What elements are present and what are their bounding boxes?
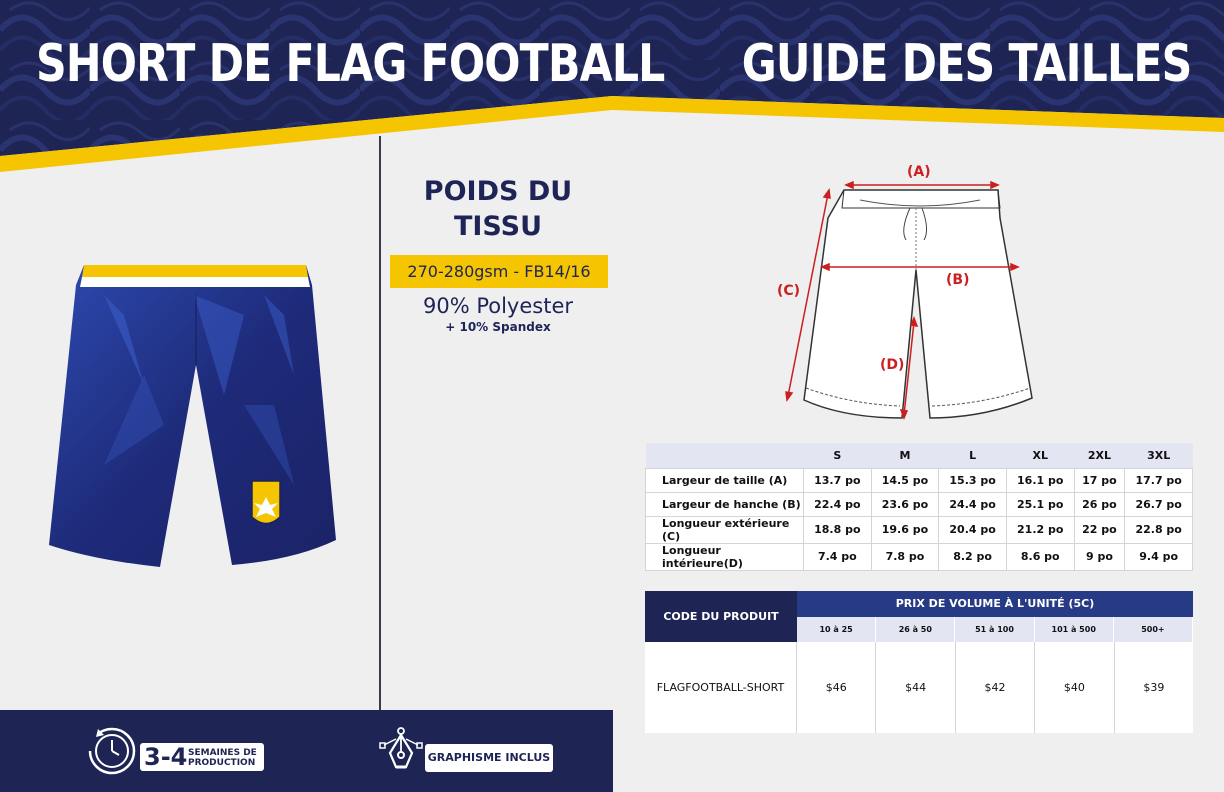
tier-header: 51 à 100 xyxy=(955,617,1034,642)
shorts-outline-drawing xyxy=(770,160,1060,425)
table-cell: 14.5 po xyxy=(871,468,939,492)
row-label: Largeur de taille (A) xyxy=(646,468,804,492)
production-label-line1: SEMAINES DE xyxy=(188,748,257,758)
size-header-row xyxy=(646,443,1193,468)
tier-header-row xyxy=(797,617,1193,642)
size-col-header: 2XL xyxy=(1074,443,1125,468)
design-included-badge: GRAPHISME INCLUS xyxy=(425,744,553,772)
row-label: Largeur de hanche (B) xyxy=(646,492,804,516)
production-label-line2: PRODUCTION xyxy=(188,758,256,768)
price-cell: $39 xyxy=(1143,681,1165,694)
size-col-header: 3XL xyxy=(1125,443,1193,468)
table-cell: 25.1 po xyxy=(1006,492,1074,516)
label-a: (A) xyxy=(907,164,931,180)
production-time-badge xyxy=(140,743,264,771)
table-cell: 23.6 po xyxy=(871,492,939,516)
product-code: FLAGFOOTBALL-SHORT xyxy=(645,642,797,733)
table-cell: 26 po xyxy=(1074,492,1125,516)
table-cell: 22 po xyxy=(1074,516,1125,543)
tier-header: 26 à 50 xyxy=(876,617,955,642)
table-cell: 8.6 po xyxy=(1006,543,1074,570)
table-cell: 13.7 po xyxy=(804,468,872,492)
table-cell: 19.6 po xyxy=(871,516,939,543)
price-cell: $42 xyxy=(956,642,1035,733)
label-d: (D) xyxy=(880,357,905,373)
table-cell: 18.8 po xyxy=(804,516,872,543)
table-cell: 7.8 po xyxy=(871,543,939,570)
fabric-weight-badge: 270-280gsm - FB14/16 xyxy=(390,255,608,288)
table-cell: 20.4 po xyxy=(939,516,1007,543)
size-col-header: XL xyxy=(1006,443,1074,468)
table-cell: 21.2 po xyxy=(1006,516,1074,543)
code-header: CODE DU PRODUIT xyxy=(645,591,797,642)
table-cell: 17.7 po xyxy=(1125,468,1193,492)
size-col-header: M xyxy=(871,443,939,468)
price-row xyxy=(645,642,1193,733)
row-label: Longueur intérieure(D) xyxy=(646,543,804,570)
price-cell: $44 xyxy=(876,642,955,733)
table-cell: 8.2 po xyxy=(939,543,1007,570)
table-cell: 17 po xyxy=(1074,468,1125,492)
table-cell: 7.4 po xyxy=(804,543,872,570)
pen-tool-icon xyxy=(376,725,426,775)
product-title: SHORT DE FLAG FOOTBALL xyxy=(36,34,665,94)
table-row xyxy=(646,543,1193,570)
table-cell: 16.1 po xyxy=(1006,468,1074,492)
table-cell: 22.4 po xyxy=(804,492,872,516)
table-cell: 9 po xyxy=(1074,543,1125,570)
column-divider xyxy=(379,136,381,710)
size-guide-title: GUIDE DES TAILLES xyxy=(742,34,1192,94)
tier-header: 500+ xyxy=(1114,617,1193,642)
measurement-diagram xyxy=(770,160,1060,425)
table-cell: 9.4 po xyxy=(1125,543,1193,570)
table-cell: 24.4 po xyxy=(939,492,1007,516)
tier-header: 101 à 500 xyxy=(1035,617,1114,642)
size-col-header: L xyxy=(939,443,1007,468)
size-table xyxy=(645,443,1193,571)
fabric-composition-sub: + 10% Spandex xyxy=(445,320,551,334)
label-c: (C) xyxy=(777,283,801,299)
tier-header: 10 à 25 xyxy=(797,617,876,642)
price-table xyxy=(645,591,1193,733)
production-weeks: 3-4 xyxy=(144,743,188,771)
table-row xyxy=(646,516,1193,543)
shorts-product-image xyxy=(44,255,344,585)
label-b: (B) xyxy=(946,272,970,288)
fabric-composition-main: 90% Polyester xyxy=(422,294,574,318)
table-row xyxy=(646,492,1193,516)
volume-header: PRIX DE VOLUME À L'UNITÉ (5C) xyxy=(797,591,1193,617)
header-banner xyxy=(0,0,1224,180)
price-cell: $46 xyxy=(797,642,876,733)
clock-icon xyxy=(86,725,138,777)
table-cell: 26.7 po xyxy=(1125,492,1193,516)
size-header-blank xyxy=(646,443,804,468)
logo-badge xyxy=(252,481,280,524)
production-label xyxy=(188,748,257,768)
row-label: Longueur extérieure (C) xyxy=(646,516,804,543)
table-cell: 22.8 po xyxy=(1125,516,1193,543)
table-cell: 15.3 po xyxy=(939,468,1007,492)
price-cell: $40 xyxy=(1035,642,1114,733)
fabric-weight-title: POIDS DU TISSU xyxy=(423,176,573,242)
size-col-header: S xyxy=(804,443,872,468)
table-row xyxy=(646,468,1193,492)
